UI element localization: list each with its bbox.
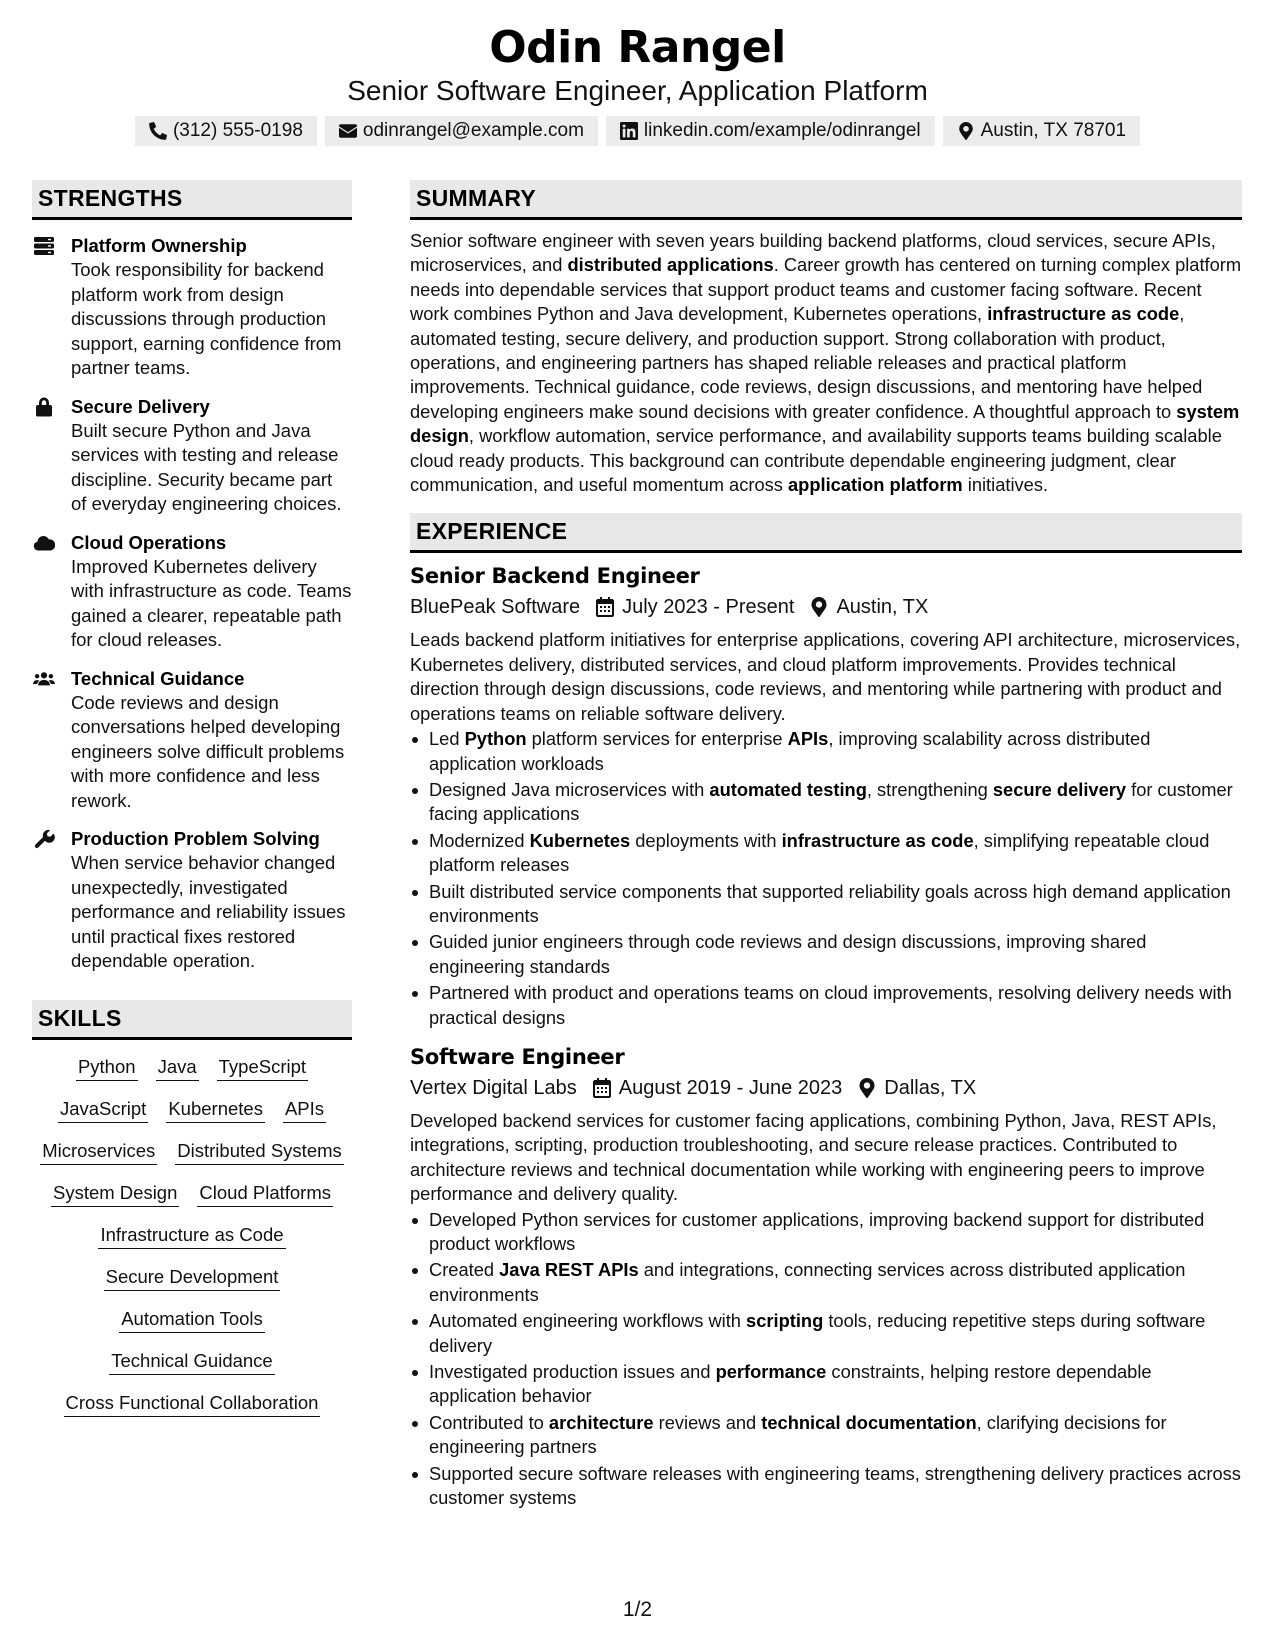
strength-title: Secure Delivery [71,395,210,417]
contact-phone[interactable] [135,116,317,146]
strength-desc: Code reviews and design conversations helped developing engineers solve difficult problems with more confidence and less rework. [71,691,345,811]
skill-tag: APIs [283,1096,326,1123]
strength-item [32,234,352,381]
skill-row [51,1180,333,1207]
strength-title: Cloud Operations [71,531,227,553]
phone-icon [149,122,167,140]
strength-desc: When service behavior changed unexpectedly, investigated performance and reliability issues until practical fixes restored dependable operation. [71,852,346,971]
right-column [410,180,1242,1512]
bullet-item: Guided junior engineers through code reviews and design discussions, improving shared engineering standards [410,930,1242,979]
skill-row [98,1222,285,1249]
contact-text: Austin, TX 78701 [980,120,1127,141]
skill-tag: Cross Functional Collaboration [64,1390,321,1417]
strength-desc: Built secure Python and Java services with testing and release discipline. Security became part of everyday engineering choices. [71,419,342,514]
contact-bar [0,116,1275,146]
skills-list [32,1054,352,1417]
wrench-icon [33,829,55,849]
strength-item [32,827,352,974]
job-description: Leads backend platform initiatives for enterprise applications, covering API architecture, microservices, Kubernetes delivery, distributed services, and cloud platform improvements. Provides technical direction through design discussions, code reviews, and mentoring while partnering with product and operations teams on reliable software delivery. [410,629,1241,724]
strength-title: Production Problem Solving [71,828,320,849]
job-description: Developed backend services for customer facing applications, combining Python, Java, REST APIs, integrations, scripting, production troubleshooting, and secure release practices. Contributed to architecture reviews and technical documentation while working with engineering peers to improve performance and delivery quality. [410,1109,1217,1205]
cloud-icon [33,533,55,553]
envelope-icon [339,122,357,140]
job-location: Austin, TX [836,596,929,619]
bullet-item: Investigated production issues and performance constraints, helping restore dependable application behavior [410,1360,1242,1409]
skill-tag: Microservices [40,1138,157,1165]
bullet-item: Designed Java microservices with automated testing, strengthening secure delivery for customer facing applications [410,778,1242,827]
strength-item [32,531,352,653]
bullet-item: Modernized Kubernetes deployments with infrastructure as code, simplifying repeatable cloud platform releases [410,829,1242,878]
skill-tag: Kubernetes [166,1096,265,1123]
resume-header [0,22,1275,146]
map-pin-icon [957,122,975,140]
job-title: Software Engineer [410,1044,625,1069]
bullet-item: Contributed to architecture reviews and technical documentation, clarifying decisions for engineering partners [410,1411,1242,1460]
candidate-headline: Senior Software Engineer, Application Platform [347,75,928,106]
skill-row [64,1390,321,1417]
job-title: Senior Backend Engineer [410,564,700,589]
job-bullets [410,1208,1242,1511]
skill-tag: Java [156,1054,199,1081]
job-entry [410,561,1242,1030]
job-company: BluePeak Software [410,596,581,619]
summary-heading: SUMMARY [410,180,1242,220]
skills-heading: SKILLS [32,1000,352,1040]
bullet-item: Developed Python services for customer applications, improving backend support for distributed product workflows [410,1208,1242,1257]
job-company: Vertex Digital Labs [410,1076,577,1099]
strength-item [32,667,352,814]
bullet-item: Automated engineering workflows with scripting tools, reducing repetitive steps during software delivery [410,1309,1242,1358]
skill-tag: Secure Development [104,1264,281,1291]
users-icon [33,669,55,689]
contact-location [943,116,1140,146]
contact-text: odinrangel@example.com [362,120,584,141]
strength-title: Platform Ownership [71,235,247,256]
skill-tag: Distributed Systems [175,1138,344,1165]
skill-tag: Infrastructure as Code [98,1222,285,1249]
server-stack-icon [33,236,55,256]
strengths-heading: STRENGTHS [32,180,352,220]
strength-desc: Improved Kubernetes delivery with infrastructure as code. Teams gained a clearer, repeatable path for cloud releases. [71,555,352,650]
skill-tag: Automation Tools [119,1306,265,1333]
job-entry [410,1042,1242,1511]
job-bullets [410,727,1242,1030]
skill-tag: System Design [51,1180,179,1207]
lock-icon [33,397,55,417]
contact-linkedin[interactable] [606,116,935,146]
bullet-item: Led Python platform services for enterprise APIs, improving scalability across distributed application workloads [410,727,1242,776]
page-number: 1/2 [622,1598,653,1621]
map-pin-icon [810,597,828,617]
linkedin-icon [620,122,638,140]
job-location: Dallas, TX [884,1076,977,1099]
bullet-item: Created Java REST APIs and integrations, connecting services across distributed application environments [410,1258,1242,1307]
map-pin-icon [858,1078,876,1098]
skill-tag: Python [76,1054,138,1081]
skill-row [119,1306,265,1333]
skill-tag: Cloud Platforms [197,1180,333,1207]
bullet-item: Supported secure software releases with engineering teams, strengthening delivery practices across customer systems [410,1462,1242,1511]
skill-tag: Technical Guidance [109,1348,274,1375]
bullet-item: Partnered with product and operations teams on cloud improvements, resolving delivery needs with practical designs [410,981,1242,1030]
contact-text: linkedin.com/example/odinrangel [643,120,921,141]
skill-row [40,1138,344,1165]
skill-tag: TypeScript [217,1054,308,1081]
contact-email[interactable] [325,116,598,146]
bullet-item: Built distributed service components that supported reliability goals across high demand application environments [410,880,1242,929]
calendar-icon [593,1078,611,1098]
left-column [32,180,352,1417]
job-meta [410,1073,1242,1103]
skill-row [109,1348,274,1375]
contact-text: (312) 555-0198 [172,120,303,141]
experience-heading: EXPERIENCE [410,513,1242,553]
candidate-name: Odin Rangel [489,22,786,73]
job-meta [410,592,1242,622]
strength-title: Technical Guidance [71,667,245,689]
job-dates: July 2023 - Present [622,596,795,619]
job-dates: August 2019 - June 2023 [618,1076,843,1099]
skill-row [104,1264,281,1291]
skill-tag: JavaScript [58,1096,148,1123]
skill-row [76,1054,308,1081]
calendar-icon [596,597,614,617]
strength-item [32,395,352,517]
strength-desc: Took responsibility for backend platform work from design discussions through production support, earning confidence from partner teams. [71,259,342,378]
summary-text: Senior software engineer with seven years building backend platforms, cloud services, secure APIs, microservices, and distributed applications. Career growth has centered on turning complex platform needs into dependable services that support product teams and customer facing software. Recent work combines Python and Java development, Kubernetes operations, infrastructure as code, automated testing, secure delivery, and production support. Strong collaboration with product, operations, and engineering partners has shaped reliable releases and practical platform improvements. Technical guidance, code reviews, design discussions, and mentoring have helped developing engineers make sound decisions with greater confidence. A thoughtful approach to system design, workflow automation, service performance, and availability supports teams building scalable cloud ready products. This background can contribute dependable engineering judgment, clear communication, and useful momentum across application platform initiatives. [410,230,1242,496]
skill-row [58,1096,326,1123]
